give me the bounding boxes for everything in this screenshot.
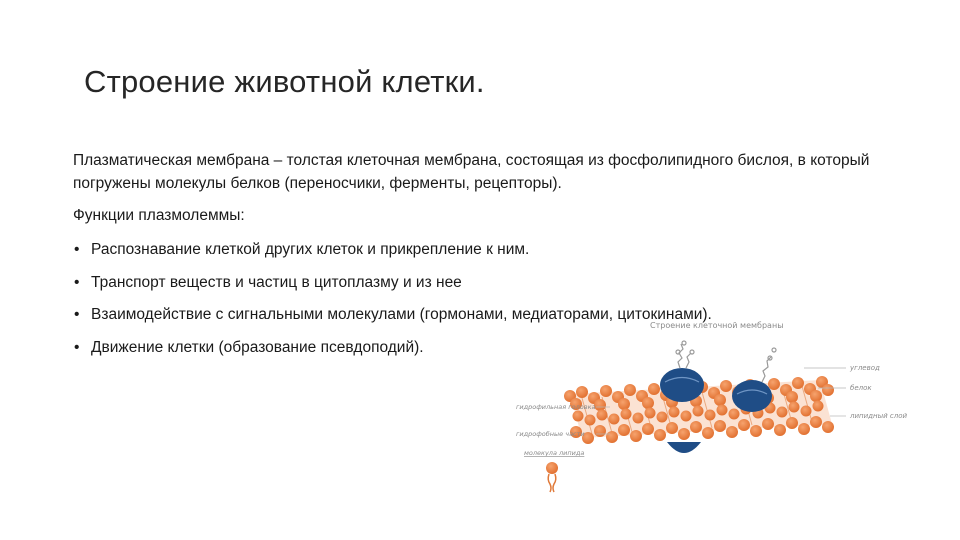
protein-shape xyxy=(660,368,704,402)
list-item xyxy=(73,238,873,261)
label-lipid-layer: липидный слой xyxy=(850,412,908,420)
membrane-figure xyxy=(512,316,912,496)
label-protein: белок xyxy=(850,384,872,392)
protein-shape xyxy=(667,442,701,453)
functions-heading: Функции плазмолеммы: xyxy=(73,207,245,224)
intro-paragraph: Плазматическая мембрана – толстая клеточная мембрана, состоящая из фосфолипидного бислоя, в который погружены молекулы белков (переносчики, ферменты, рецепторы). xyxy=(73,152,870,192)
lipid-molecule-icon xyxy=(546,462,558,492)
membrane-diagram xyxy=(512,316,912,496)
list-item-text: Транспорт веществ и частиц в цитоплазму и из нее xyxy=(91,273,462,291)
list-item-text: Взаимодействие с сигнальными молекулами (гормонами, медиаторами, цитокинами). xyxy=(91,306,712,323)
slide-title: Строение животной клетки. xyxy=(84,64,485,99)
list-item-text: Распознавание клеткой других клеток и прикрепление к ним. xyxy=(91,241,530,258)
bullet-icon: • xyxy=(74,273,80,291)
bullet-icon: • xyxy=(74,338,80,356)
list-item xyxy=(73,271,873,294)
label-hydrophobic-parts: гидрофобные части xyxy=(516,430,585,438)
label-lipid-molecule: молекула липида xyxy=(524,449,585,457)
bullet-icon: • xyxy=(74,306,80,323)
bullet-icon: • xyxy=(74,241,80,258)
label-hydrophilic-head: гидрофильная головка xyxy=(516,403,596,411)
protein-shape xyxy=(732,380,772,412)
figure-caption: Строение клеточной мембраны xyxy=(650,321,784,330)
label-carbohydrate: углевод xyxy=(850,364,880,372)
list-item-text: Движение клетки (образование псевдоподий). xyxy=(91,338,424,356)
